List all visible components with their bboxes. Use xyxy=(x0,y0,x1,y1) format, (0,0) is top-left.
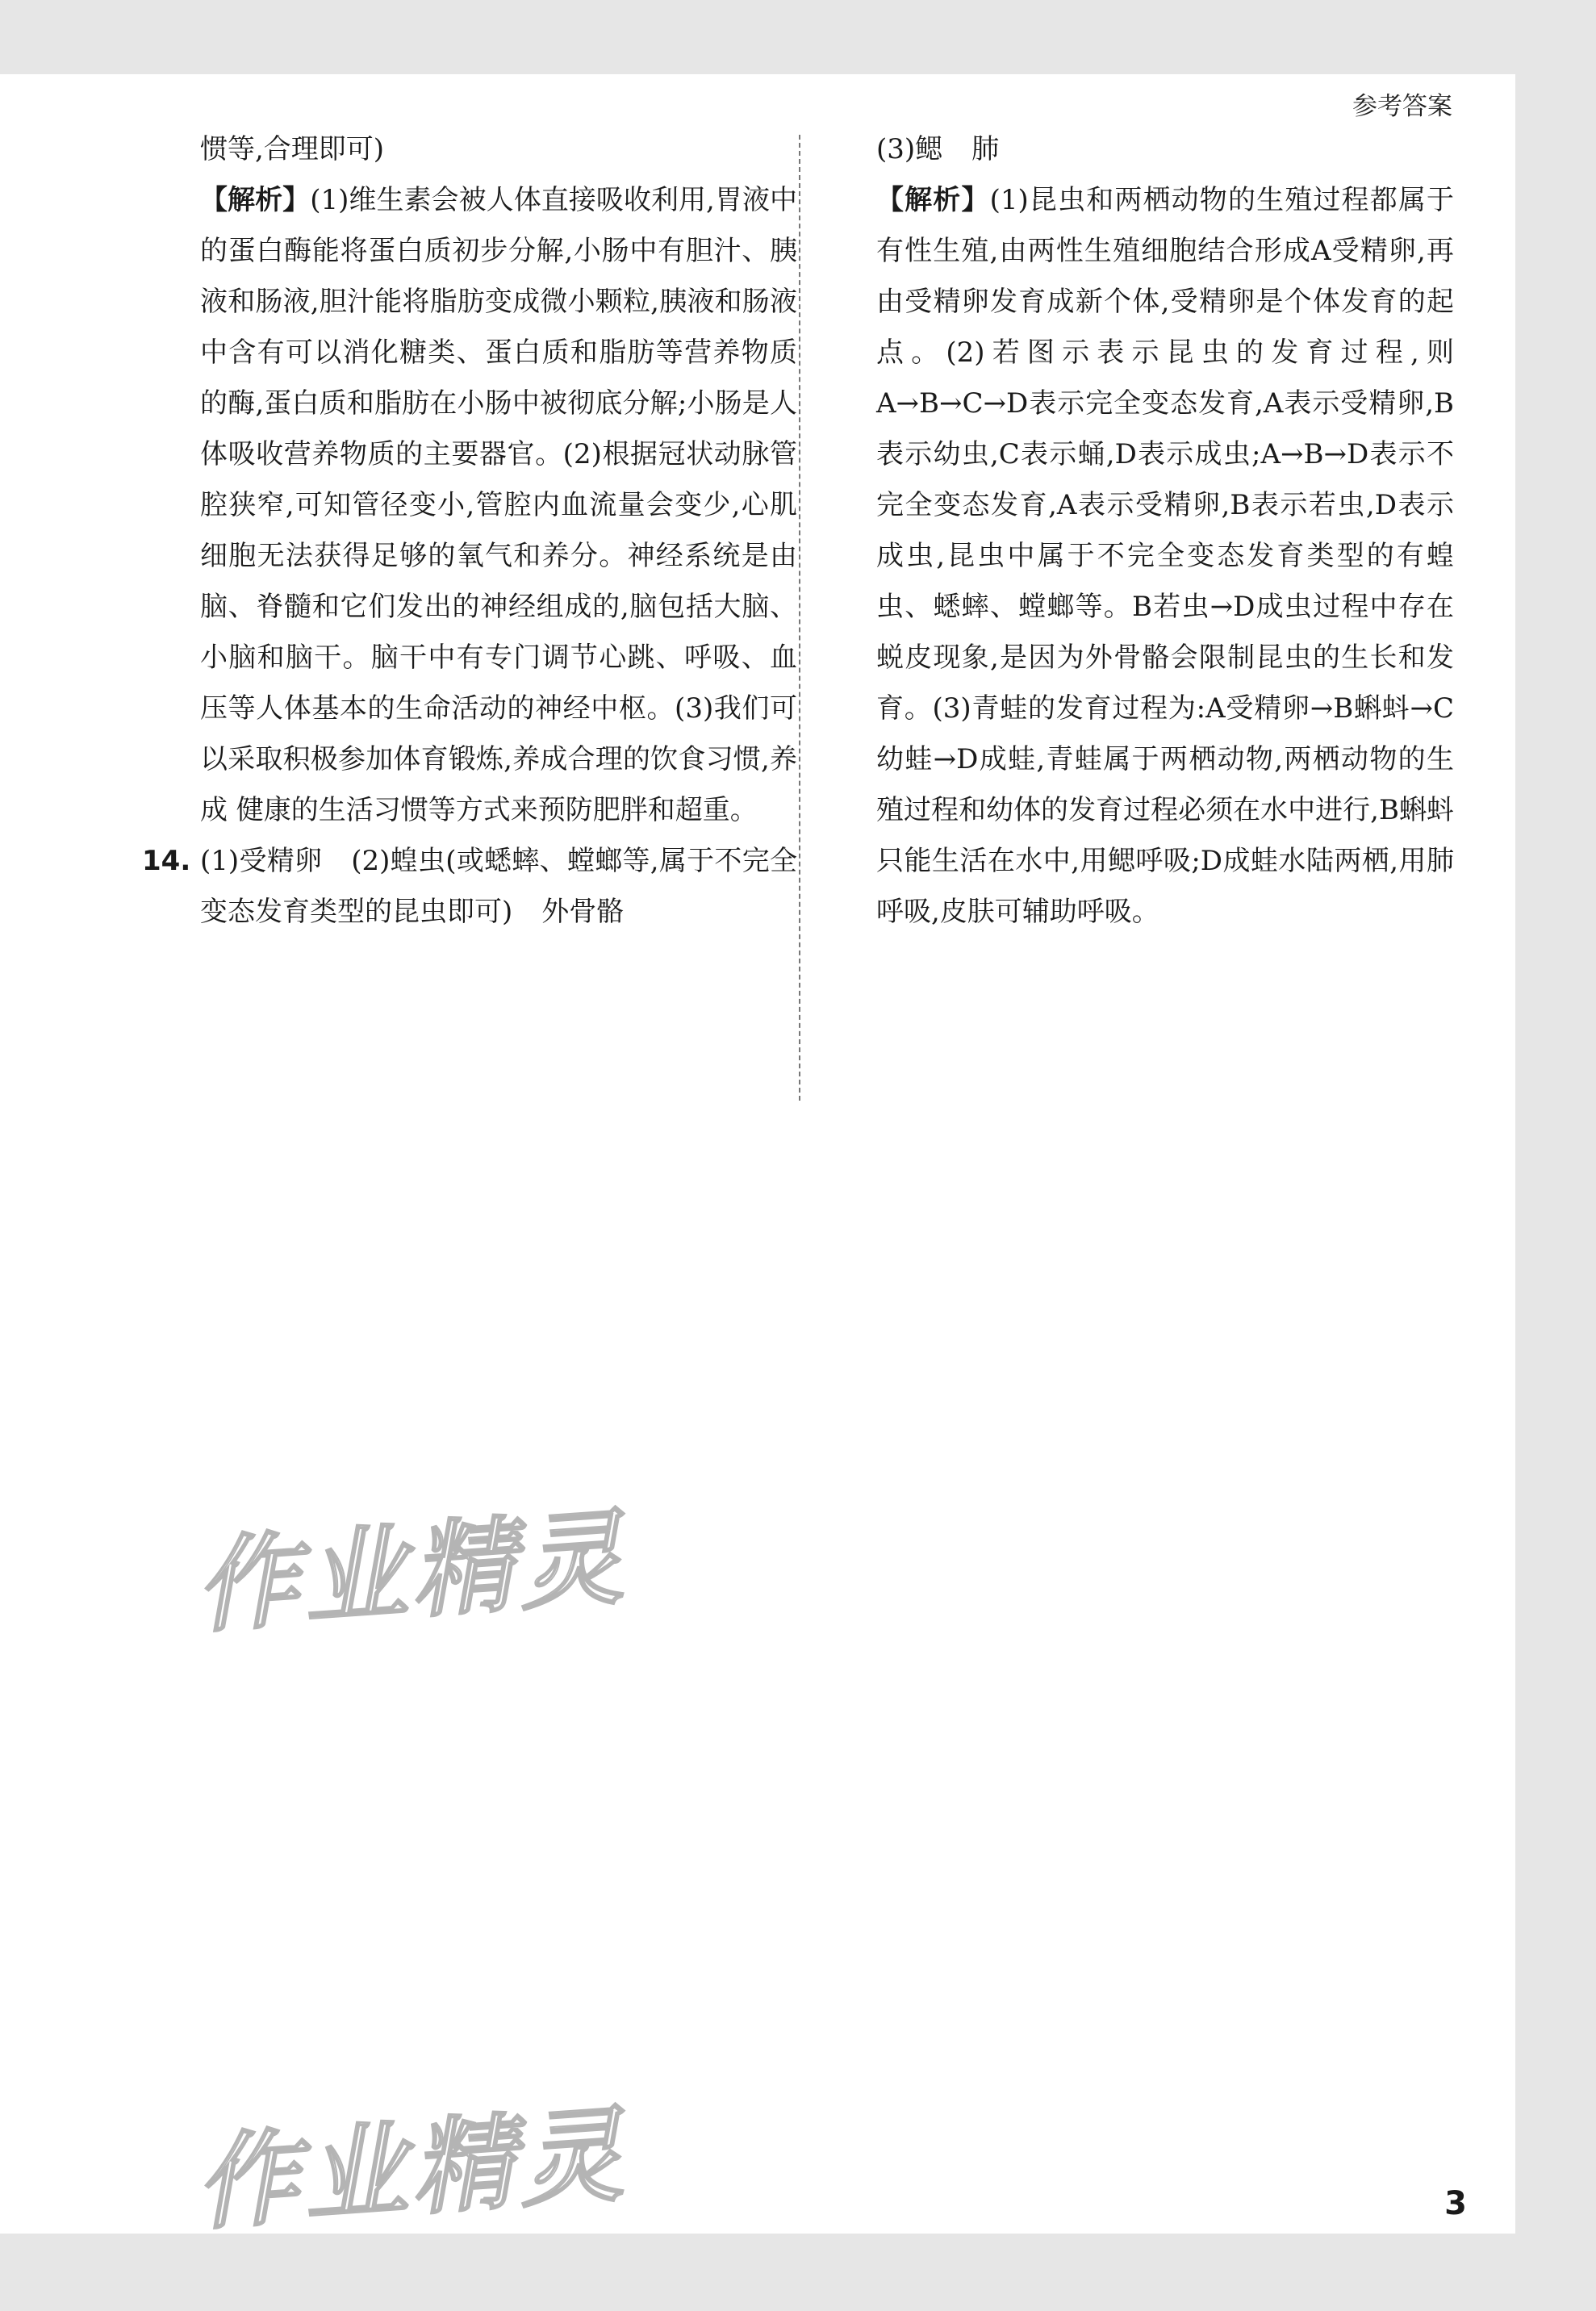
answer3-label: (3)鳃 xyxy=(876,133,943,165)
q14-part2-answer: 外骨骼 xyxy=(541,896,625,928)
analysis-paragraph-right xyxy=(876,175,1454,938)
watermark-logo: 作业精灵 xyxy=(194,2093,647,2246)
q14-part3 xyxy=(876,124,1454,175)
q14-part1: (1)受精卵 xyxy=(200,845,323,877)
right-column xyxy=(876,124,1454,938)
left-column xyxy=(142,124,798,938)
answer3-value: 肺 xyxy=(971,133,1000,165)
q14-part2: (2)蝗虫(或蟋蟀、螳螂等,属于不完全变态发育类型的昆虫即可) xyxy=(200,845,797,928)
analysis-tag: 【解析】 xyxy=(200,184,311,216)
question-14-answer xyxy=(142,836,797,938)
question-number: 14. xyxy=(142,845,191,877)
answer-page xyxy=(0,74,1515,2246)
continuation-text: 惯等,合理即可) xyxy=(200,133,385,165)
analysis-tag: 【解析】 xyxy=(876,184,990,216)
analysis-text: (1)维生素会被人体直接吸收利用,胃液中的蛋白酶能将蛋白质初步分解,小肠中有胆汁、胰液和肠液,胆汁能将脂肪变成微小颗粒,胰液和肠液中含有可以消化糖类、蛋白质和脂肪等营养物质的酶,蛋白质和脂肪在小肠中被彻底分解;小肠是人体吸收营养物质的主要器官。(2)根据冠状动脉管腔狭窄,可知管径变小,管腔内血流量会变少,心肌细胞无法获得足够的氧气和养分。神经系统是由脑、脊髓和它们发出的神经组成的,脑包括大脑、小脑和脑干。脑干中有专门调节心跳、呼吸、血压等人体基本的生命活动的神经中枢。(3)我们可以采取积极参加体育锻炼,养成合理的饮食习惯,养成 健康的生活习惯等方式来预防肥胖和超重。 xyxy=(200,184,798,826)
watermark-logo: 作业精灵 xyxy=(194,1496,647,1649)
page-number: 3 xyxy=(1444,2185,1467,2222)
column-divider xyxy=(799,135,800,1101)
analysis-text: (1)昆虫和两栖动物的生殖过程都属于有性生殖,由两性生殖细胞结合形成A受精卵,再由受精卵发育成新个体,受精卵是个体发育的起点。(2)若图示表示昆虫的发育过程,则A→B→C→D表示完全变态发育,A表示受精卵,B表示幼虫,C表示蛹,D表示成虫;A→B→D表示不完全变态发育,A表示受精卵,B表示若虫,D表示成虫,昆虫中属于不完全变态发育类型的有蝗虫、蟋蟀、螳螂等。B若虫→D成虫过程中存在蜕皮现象,是因为外骨骼会限制昆虫的生长和发育。(3)青蛙的发育过程为:A受精卵→B蝌蚪→C幼蛙→D成蛙,青蛙属于两栖动物,两栖动物的生殖过程和幼体的发育过程必须在水中进行,B蝌蚪只能生活在水中,用鳃呼吸;D成蛙水陆两栖,用肺呼吸,皮肤可辅助呼吸。 xyxy=(876,184,1455,928)
analysis-paragraph-left xyxy=(200,175,797,836)
header-label: 参考答案 xyxy=(1352,92,1452,121)
